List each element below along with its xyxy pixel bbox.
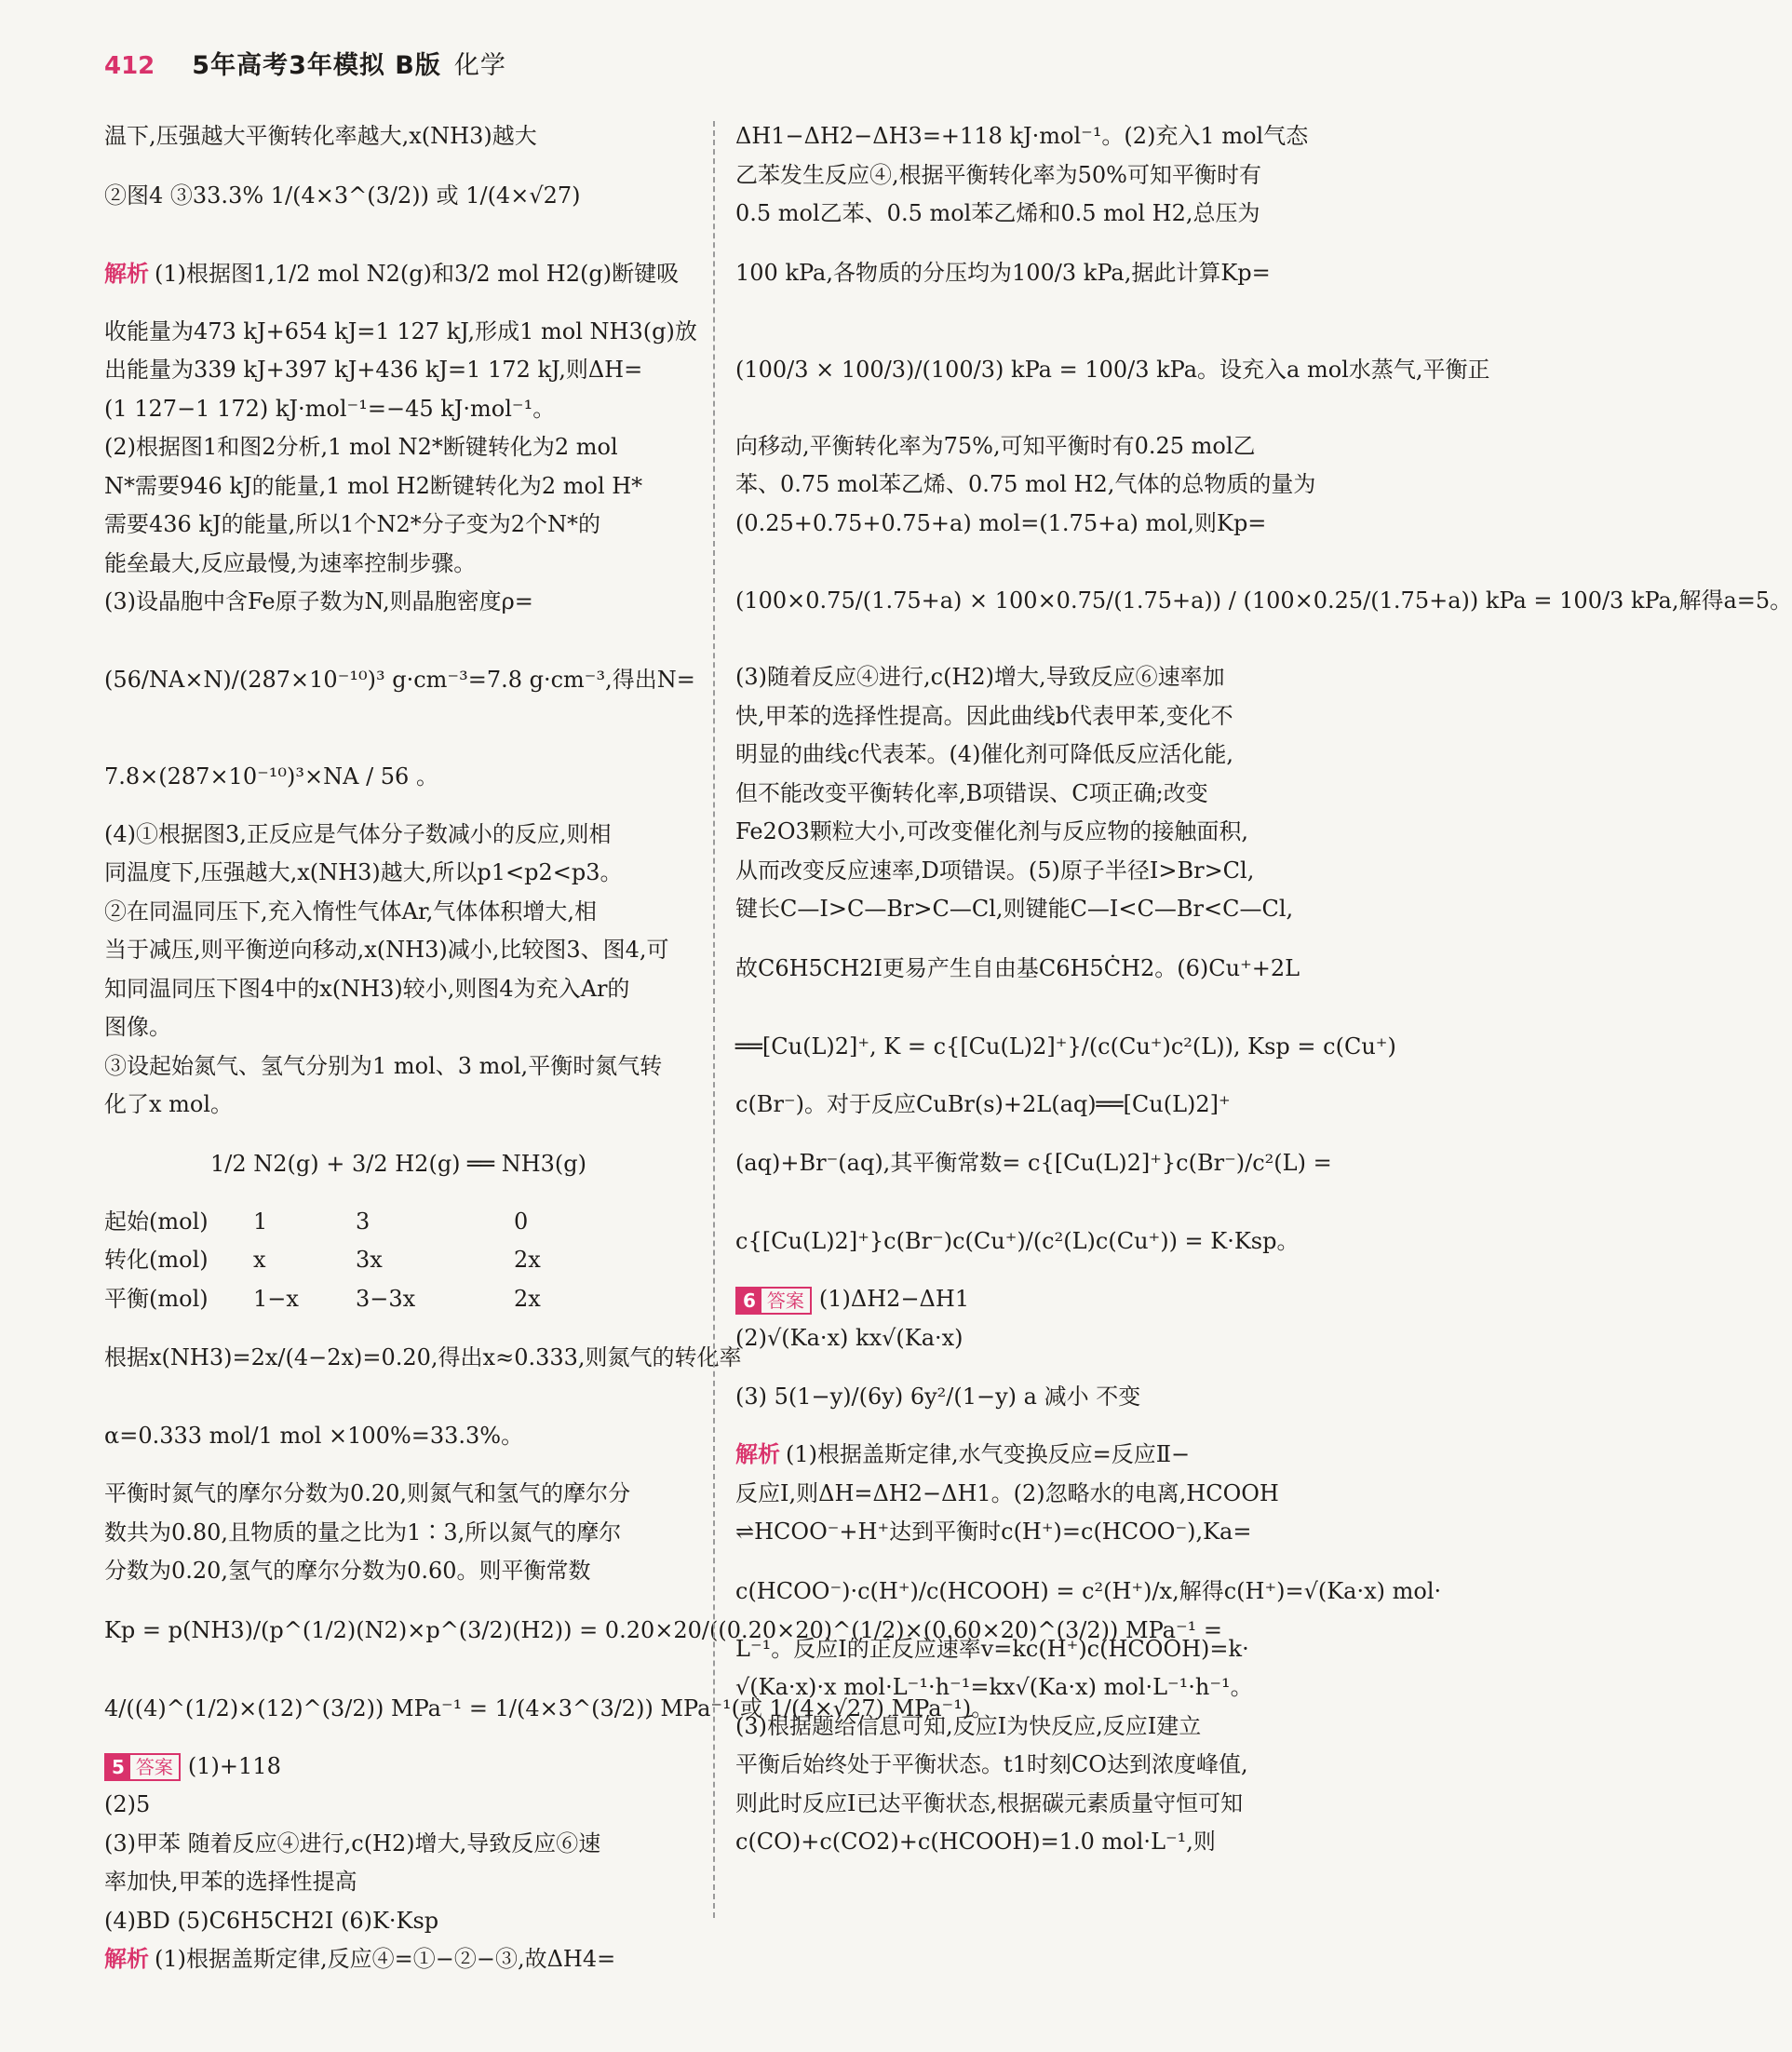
text-line: [735, 1436, 1324, 1475]
line-text: 但不能改变平衡转化率,B项错误、C项正确;改变: [735, 779, 1208, 806]
line-text: 乙苯发生反应④,根据平衡转化率为50%可知平衡时有: [735, 161, 1261, 188]
line-text: 1/2 N2(g) + 3/2 H2(g) ══ NH3(g): [210, 1150, 586, 1177]
text-line: [735, 697, 1324, 736]
text-line: [735, 1007, 1396, 1086]
text-line: [104, 156, 693, 235]
line-text: 苯、0.75 mol苯乙烯、0.75 mol H2,气体的总物质的量为: [735, 471, 1316, 497]
line-text: ⇌HCOO⁻+H⁺达到平衡时c(H⁺)=c(HCOO⁻),Ka=: [735, 1519, 1252, 1545]
text-line: [735, 312, 1490, 427]
text-line: [104, 1047, 693, 1087]
line-text: 出能量为339 kJ+397 kJ+436 kJ=1 172 kJ,则ΔH=: [104, 357, 643, 383]
text-line: [104, 816, 693, 855]
table-cell: 2x: [514, 1247, 541, 1273]
text-line: [735, 1746, 1324, 1785]
line-text: 分数为0.20,氢气的摩尔分数为0.60。则平衡常数: [104, 1558, 591, 1584]
text-line: [735, 1319, 1324, 1358]
text-line: [735, 775, 1324, 814]
line-text: Fe2O3颗粒大小,可改变催化剂与反应物的接触面积,: [735, 818, 1249, 844]
table-cell: 1: [253, 1208, 268, 1235]
line-text: 化了x mol。: [104, 1091, 234, 1117]
text-line: [735, 234, 1324, 312]
line-text: L⁻¹。反应Ⅰ的正反应速率v=kc(H⁺)c(HCOOH)=k·: [735, 1635, 1249, 1662]
text-line: [735, 736, 1324, 775]
text-line: [104, 970, 693, 1009]
line-text: (1)ΔH2−ΔH1: [818, 1286, 970, 1312]
table-cell: 转化(mol): [104, 1247, 209, 1273]
line-text: 故C6H5CH2I更易产生自由基C6H5ĊH2。(6)Cu⁺+2L: [735, 954, 1300, 981]
table-cell: 起始(mol): [104, 1208, 209, 1235]
text-line: [104, 1552, 693, 1591]
text-line: [735, 1823, 1324, 1862]
text-line: [735, 1124, 1332, 1202]
line-text: α=0.333 mol/1 mol ×100%=33.3%。: [104, 1423, 524, 1449]
text-line: [735, 1630, 1324, 1669]
book-title: [192, 45, 506, 81]
text-line: [104, 545, 693, 584]
text-line: [104, 1748, 693, 1787]
text-line: [735, 505, 1324, 544]
line-text: (4)BD (5)C6H5CH2I (6)K·Ksp: [104, 1907, 439, 1934]
text-line: [735, 195, 1324, 234]
line-text: 向移动,平衡转化率为75%,可知平衡时有0.25 mol乙: [735, 432, 1256, 459]
text-line: [104, 117, 693, 156]
text-line: [104, 1125, 693, 1203]
line-text: (100/3 × 100/3)/(100/3) kPa = 100/3 kPa。设充入a mol水蒸气,平衡正: [735, 356, 1490, 383]
analysis-tag: 解析: [735, 1441, 780, 1467]
table-cell: 平衡(mol): [104, 1285, 209, 1312]
table-cell: x: [253, 1247, 266, 1273]
line-text: 数共为0.80,且物质的量之比为1∶3,所以氮气的摩尔: [104, 1519, 622, 1546]
line-text: 平衡时氮气的摩尔分数为0.20,则氮气和氢气的摩尔分: [104, 1480, 631, 1506]
answer-label: 答案: [135, 1756, 173, 1778]
text-line: [735, 852, 1324, 891]
analysis-tag: 解析: [104, 1946, 149, 1972]
text-line: [104, 583, 693, 622]
line-text: (56/NA×N)/(287×10⁻¹⁰)³ g·cm⁻³=7.8 g·cm⁻³,得出N=: [104, 666, 695, 693]
text-line: [735, 1513, 1324, 1552]
text-line: [104, 1475, 693, 1514]
line-text: 从而改变反应速率,D项错误。(5)原子半径I>Br>Cl,: [735, 857, 1255, 884]
table-cell: 2x: [514, 1285, 541, 1312]
text-line: [104, 235, 693, 313]
table-cell: 3x: [356, 1247, 383, 1273]
line-text: (1)+118: [187, 1752, 281, 1779]
text-line: [104, 1902, 693, 1941]
question-number: 5: [106, 1755, 130, 1779]
analysis-tag: 解析: [104, 260, 149, 287]
text-line: [104, 737, 693, 816]
text-line: [104, 931, 693, 970]
line-text: (0.25+0.75+0.75+a) mol=(1.75+a) mol,则Kp=: [735, 509, 1267, 536]
text-line: [104, 1863, 693, 1902]
line-text: N*需要946 kJ的能量,1 mol H2断键转化为2 mol H*: [104, 472, 643, 499]
text-line: [735, 1280, 1324, 1319]
line-text: (1 127−1 172) kJ·mol⁻¹=−45 kJ·mol⁻¹。: [104, 395, 556, 422]
line-text: 0.5 mol乙苯、0.5 mol苯乙烯和0.5 mol H2,总压为: [735, 200, 1260, 226]
text-line: [735, 117, 1324, 156]
line-text: (2)5: [104, 1791, 151, 1817]
line-text: ③设起始氮气、氢气分别为1 mol、3 mol,平衡时氮气转: [104, 1052, 663, 1079]
line-text: 图像。: [104, 1014, 171, 1040]
line-text: ②在同温同压下,充入惰性气体Ar,气体体积增大,相: [104, 898, 598, 925]
text-line: [104, 854, 693, 893]
right-column: [735, 117, 1792, 1862]
line-text: 明显的曲线c代表苯。(4)催化剂可降低反应活化能,: [735, 741, 1234, 767]
line-text: 当于减压,则平衡逆向移动,x(NH3)减小,比较图3、图4,可: [104, 937, 669, 963]
line-text: (4)①根据图3,正反应是气体分子数减小的反应,则相: [104, 820, 612, 847]
line-text: (aq)+Br⁻(aq),其平衡常数= c{[Cu(L)2]⁺}c(Br⁻)/c²(L) =: [735, 1150, 1332, 1176]
table-cell: 3−3x: [356, 1285, 416, 1312]
text-line: [735, 1475, 1324, 1514]
line-text: 4/((4)^(1/2)×(12)^(3/2)) MPa⁻¹ = 1/(4×3^(3/2)) MPa⁻¹(或 1/(4×√27) MPa⁻¹)。: [104, 1694, 994, 1721]
line-text: √(Ka·x)·x mol·L⁻¹·h⁻¹=kx√(Ka·x) mol·L⁻¹·h⁻¹。: [735, 1674, 1253, 1700]
line-text: 快,甲苯的选择性提高。因此曲线b代表甲苯,变化不: [735, 702, 1233, 729]
text-line: [104, 1940, 693, 1979]
table-cell: 0: [514, 1208, 529, 1235]
line-text: (3)根据题给信息可知,反应Ⅰ为快反应,反应Ⅰ建立: [735, 1712, 1202, 1739]
text-line: [104, 1514, 693, 1553]
line-text: 需要436 kJ的能量,所以1个N2*分子变为2个N*的: [104, 511, 601, 537]
text-line: [104, 351, 693, 390]
ice-table: [104, 1203, 693, 1319]
column-divider: [713, 121, 715, 1918]
text-line: [735, 543, 1792, 658]
text-line: [104, 313, 697, 352]
text-line: [735, 1086, 1324, 1125]
line-text: c{[Cu(L)2]⁺}c(Br⁻)c(Cu⁺)/(c²(L)c(Cu⁺)) = K·Ksp。: [735, 1228, 1300, 1254]
line-text: 同温度下,压强越大,x(NH3)越大,所以p1<p2<p3。: [104, 859, 623, 885]
line-text: (3)设晶胞中含Fe原子数为N,则晶胞密度ρ=: [104, 588, 533, 614]
text-line: [735, 658, 1324, 697]
table-cell: 3: [356, 1208, 371, 1235]
text-line: [104, 1086, 693, 1125]
line-text: 则此时反应Ⅰ已达平衡状态,根据碳元素质量守恒可知: [735, 1789, 1244, 1816]
text-line: [104, 1786, 693, 1825]
text-line: [735, 1202, 1324, 1280]
text-line: [104, 467, 693, 506]
line-text: (3)随着反应④进行,c(H2)增大,导致反应⑥速率加: [735, 664, 1225, 690]
line-text: (2)根据图1和图2分析,1 mol N2*断键转化为2 mol: [104, 434, 618, 460]
text-line: [104, 390, 693, 429]
text-line: [104, 1397, 693, 1475]
line-text: 知同温同压下图4中的x(NH3)较小,则图4为充入Ar的: [104, 975, 630, 1002]
text-line: [735, 466, 1324, 505]
line-text: c(CO)+c(CO2)+c(HCOOH)=1.0 mol·L⁻¹,则: [735, 1829, 1216, 1855]
line-text: 率加快,甲苯的选择性提高: [104, 1869, 357, 1895]
subject-label: 化学: [453, 51, 506, 80]
line-text: (100×0.75/(1.75+a) × 100×0.75/(1.75+a)) / (100×0.25/(1.75+a)) kPa = 100/3 kPa,解得a=5。: [735, 587, 1792, 614]
text-line: [104, 506, 693, 545]
text-line: [735, 1668, 1324, 1708]
line-text: (1)根据盖斯定律,反应④=①−②−③,故ΔH4=: [155, 1946, 616, 1972]
line-text: 能垒最大,反应最慢,为速率控制步骤。: [104, 549, 477, 576]
line-text: c(Br⁻)。对于反应CuBr(s)+2L(aq)══[Cu(L)2]⁺: [735, 1090, 1231, 1117]
text-line: [104, 893, 693, 932]
text-line: [735, 813, 1324, 852]
line-text: 反应Ⅰ,则ΔH=ΔH2−ΔH1。(2)忽略水的电离,HCOOH: [735, 1479, 1279, 1506]
line-text: (2)√(Ka·x) kx√(Ka·x): [735, 1324, 963, 1351]
text-line: [735, 1785, 1324, 1824]
text-line: [735, 156, 1324, 196]
line-text: (3) 5(1−y)/(6y) 6y²/(1−y) a 减小 不变: [735, 1384, 1141, 1410]
question-number: 6: [737, 1289, 761, 1313]
page-number: 412: [104, 52, 155, 80]
text-line: [104, 428, 693, 467]
text-line: [735, 1552, 1442, 1630]
line-text: 收能量为473 kJ+654 kJ=1 127 kJ,形成1 mol NH3(g)放: [104, 317, 697, 344]
line-text: Kp = p(NH3)/(p^(1/2)(N2)×p^(3/2)(H2)) = 0.20×20/((0.20×20)^(1/2)×(0.60×20)^(3/2)) MPa⁻¹ =: [104, 1616, 1222, 1643]
line-text: ══[Cu(L)2]⁺, K = c{[Cu(L)2]⁺}/(c(Cu⁺)c²(L)), Ksp = c(Cu⁺): [735, 1033, 1396, 1060]
text-line: [104, 1008, 693, 1047]
text-line: [735, 1708, 1324, 1747]
text-line: [735, 890, 1324, 929]
line-text: ΔH1−ΔH2−ΔH3=+118 kJ·mol⁻¹。(2)充入1 mol气态: [735, 123, 1309, 149]
text-line: [735, 929, 1324, 1007]
answer-badge: [104, 1753, 181, 1781]
line-text: 键长C—I>C—Br>C—Cl,则键能C—I<C—Br<C—Cl,: [735, 896, 1294, 922]
line-text: c(HCOO⁻)·c(H⁺)/c(HCOOH) = c²(H⁺)/x,解得c(H⁺)=√(Ka·x) mol·: [735, 1577, 1442, 1604]
page-header: [104, 45, 506, 86]
text-line: [104, 1318, 742, 1397]
answer-label: 答案: [766, 1289, 804, 1312]
line-text: ②图4 ③33.3% 1/(4×3^(3/2)) 或 1/(4×√27): [104, 182, 581, 209]
line-text: (3)甲苯 随着反应④进行,c(H2)增大,导致反应⑥速: [104, 1829, 601, 1856]
line-text: 7.8×(287×10⁻¹⁰)³×NA / 56 。: [104, 763, 438, 790]
line-text: 100 kPa,各物质的分压均为100/3 kPa,据此计算Kp=: [735, 259, 1271, 286]
book-title-text: 5年高考3年模拟 B版: [192, 51, 441, 80]
text-line: [735, 427, 1324, 466]
text-line: [735, 1357, 1324, 1436]
line-text: (1)根据图1,1/2 mol N2(g)和3/2 mol H2(g)断键吸: [155, 260, 680, 287]
answer-badge: [735, 1287, 812, 1315]
line-text: 平衡后始终处于平衡状态。t1时刻CO达到浓度峰值,: [735, 1751, 1248, 1777]
text-line: [104, 622, 693, 737]
line-text: 温下,压强越大平衡转化率越大,x(NH3)越大: [104, 123, 537, 149]
table-cell: 1−x: [253, 1285, 299, 1312]
text-line: [104, 1825, 693, 1864]
line-text: (1)根据盖斯定律,水气变换反应=反应Ⅱ−: [786, 1441, 1191, 1467]
line-text: 根据x(NH3)=2x/(4−2x)=0.20,得出x≈0.333,则氮气的转化率: [104, 1344, 742, 1370]
